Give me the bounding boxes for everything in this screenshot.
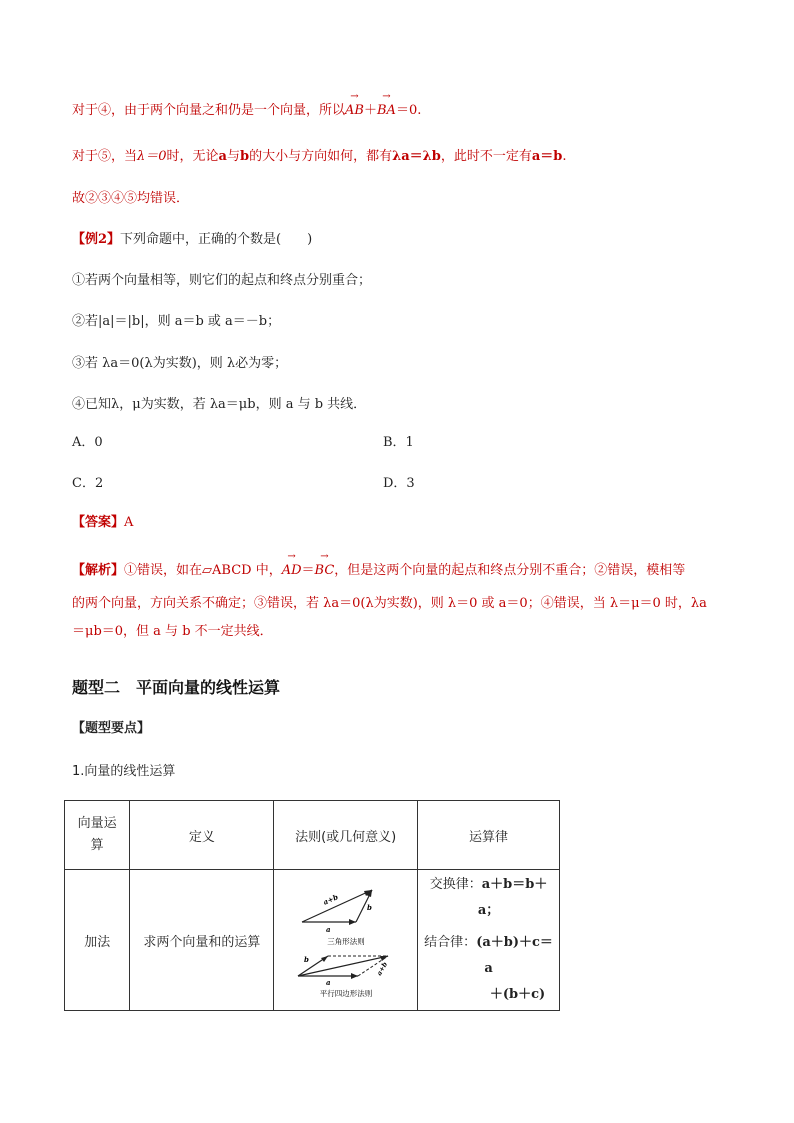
table-row-addition xyxy=(65,870,560,1011)
example-item-3: ③若 λa＝0(λ为实数)，则 λ必为零； xyxy=(72,356,288,371)
analysis-l1a: ①错误，如在▱ABCD 中， xyxy=(124,563,282,578)
para-sum-vectors xyxy=(72,102,421,120)
example-item-1: ①若两个向量相等，则它们的起点和终点分别重合； xyxy=(72,273,372,288)
law-associative xyxy=(422,930,555,982)
triangle-rule-figure xyxy=(302,890,372,946)
triangle-caption: 三角形法则 xyxy=(326,937,365,946)
parallelogram-rule-figure xyxy=(298,955,389,998)
par-arrow-sum xyxy=(380,956,388,961)
example-question: 下列命题中，正确的个数是( ) xyxy=(120,232,313,247)
p2-t8: λa＝λb xyxy=(392,149,441,164)
answer-tag: 【答案】 xyxy=(72,515,125,530)
table-header-row xyxy=(65,801,560,870)
vector-ba: → BA xyxy=(377,102,396,120)
header-rule: 法则(或几何意义) xyxy=(274,801,418,870)
vector-bc: → BC xyxy=(315,562,335,580)
header-definition: 定义 xyxy=(130,801,274,870)
subtitle: 1.向量的线性运算 xyxy=(72,764,176,779)
par-label-sum: a+b xyxy=(374,960,389,977)
vector-operations-table xyxy=(64,800,560,1011)
para1-suffix: ＝0. xyxy=(395,103,422,118)
law2-cont: ＋(b＋c) xyxy=(489,987,546,1002)
tri-label-a: a xyxy=(325,925,331,934)
row-rule-figure xyxy=(274,870,418,1011)
plus-sign: ＋ xyxy=(363,103,377,118)
p2-t1: 对于⑤，当 xyxy=(72,149,138,164)
law1-label: 交换律： xyxy=(429,877,482,892)
tri-arrow-a xyxy=(349,919,356,925)
analysis-line-3: ＝μb＝0，但 a 与 b 不一定共线． xyxy=(72,624,273,639)
example-tag: 【例2】 xyxy=(72,232,121,247)
example-item-2: ②若|a|＝|b|，则 a＝b 或 a＝－b； xyxy=(72,314,281,329)
p2-t4: a xyxy=(218,149,227,164)
header-operation xyxy=(65,801,130,870)
answer xyxy=(72,514,133,532)
par-arrow-b xyxy=(321,956,328,962)
p2-t2: λ＝0 xyxy=(137,149,167,164)
law-commutative xyxy=(422,872,555,924)
p2-t5: 与 xyxy=(226,149,240,164)
option-a: A．0 xyxy=(72,435,103,450)
analysis-tag: 【解析】 xyxy=(72,563,125,578)
p2-t7: 的大小与方向如何，都有 xyxy=(249,149,393,164)
para1-text: 对于④，由于两个向量之和仍是一个向量，所以 xyxy=(72,103,346,118)
row-definition: 求两个向量和的运算 xyxy=(130,870,274,1011)
row-laws xyxy=(418,870,560,1011)
p2-t10: a＝b xyxy=(531,149,563,164)
p2-t3: 时，无论 xyxy=(166,149,219,164)
example-item-4: ④已知λ，μ为实数，若 λa＝μb，则 a 与 b 共线． xyxy=(72,397,367,412)
analysis-l1b: ，但是这两个向量的起点和终点分别不重合；②错误，模相等 xyxy=(334,563,686,578)
header-laws: 运算律 xyxy=(418,801,560,870)
analysis-eq: ＝ xyxy=(301,563,315,578)
para-conclusion: 故②③④⑤均错误． xyxy=(72,191,190,206)
vector-addition-diagram xyxy=(286,882,406,998)
vector-ab: → AB xyxy=(345,102,364,120)
par-arrow-a xyxy=(351,973,358,979)
option-d: D．3 xyxy=(383,476,415,491)
p2-t9: ，此时不一定有 xyxy=(440,149,532,164)
option-b: B．1 xyxy=(383,435,414,450)
example-stem xyxy=(72,231,312,249)
tri-vec-sum xyxy=(302,890,372,922)
law2-expr: (a＋b)＋c＝a xyxy=(476,935,553,976)
tri-label-b: b xyxy=(366,903,372,912)
para-lambda-zero xyxy=(72,148,567,166)
law1-expr: a＋b＝b＋a； xyxy=(477,877,548,918)
par-label-b: b xyxy=(303,955,309,964)
law2-label: 结合律： xyxy=(424,935,477,950)
tri-label-sum: a+b xyxy=(321,892,340,907)
analysis-line-1 xyxy=(72,562,685,580)
option-c: C．2 xyxy=(72,476,104,491)
p2-t6: b xyxy=(240,149,250,164)
law-associative-cont xyxy=(422,982,555,1008)
parallelogram-caption: 平行四边形法则 xyxy=(319,989,372,998)
answer-value: A xyxy=(124,515,134,530)
p2-t11: . xyxy=(562,149,567,164)
key-points-label: 【题型要点】 xyxy=(72,721,151,736)
header-operation-text: 向量运算 xyxy=(77,816,117,853)
row-name: 加法 xyxy=(65,870,130,1011)
analysis-line-2: 的两个向量，方向关系不确定；③错误，若 λa＝0(λ为实数)，则 λ＝0 或 a＝0；④错误，当 λ＝μ＝0 时，λa xyxy=(72,596,707,611)
section-title: 题型二 平面向量的线性运算 xyxy=(72,678,281,697)
vector-ad: → AD xyxy=(282,562,302,580)
par-label-a: a xyxy=(325,978,331,987)
